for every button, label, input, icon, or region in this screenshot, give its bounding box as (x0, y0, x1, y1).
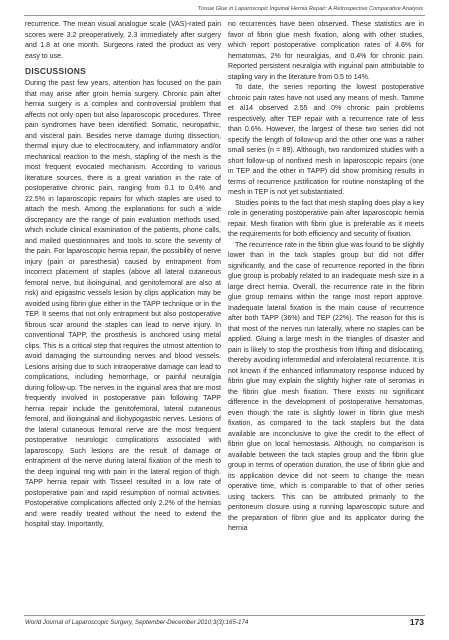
footer-journal-citation: World Journal of Laparoscopic Surgery, September-December 2010;3(3):165-174 (25, 619, 249, 626)
left-column (25, 20, 221, 608)
footer-rule (24, 615, 425, 616)
body-paragraph: The recurrence rate in the fibrin glue was found to be slightly lower than in the tack staples group but did not differ significantly, and the case of recurrence reported in the fibrin glue group is probably related to an inadequate mesh size in a large direct hernia. Overall, the recurrence rate in the fibrin glue group remains within the range most report approve. Inadequate lateral fixation is the main cause of recurrence after both TAPP (36%) and TEP (22%). The reason for this is that most of the nerves run laterally, where no staples can be applied. Gluing a large mesh in the triangles of disaster and pain is likely to stop the prosthesis from lifting and dislocating, thereby avoiding inferomedial and inferolateral recurrence. It is not known if the enhanced inflammatory response induced by fibrin glue may explain the slightly higher rate of seromas in the fibrin glue mesh fixation. There exists no significant difference in the development of postoperative hematomas, even though the rate is slightly lower in fibrin glue mesh fixation, as compared to the tack staplers but the data available are inconclusive to give the credit to the effect of fibrin glue on local hemostasis. Although, no comparison is available between the tack staples group and the fibrin glue group in terms of operation duration, the use of fibrin glue and its application device did not seem to change the mean operative time, which is comparable to that of other series using tackers. This can be attributed primarily to the peritoneum closure using a running laparoscopic suture and the preparation of fibrin glue and its applicator during the hernia (228, 241, 424, 532)
page-number: 173 (409, 617, 424, 627)
section-heading-discussions: DISCUSSIONS (25, 66, 87, 76)
body-paragraph: Studies points to the fact that mesh stapling does play a key role in generating postoperative pain after laparoscopic hernia repair. Mesh fixation with fibrin glue is preferable as it meets the requirements for both efficiency and security of fixation. (228, 199, 424, 238)
intro-paragraph: recurrence. The mean visual analogue scale (VAS)-rated pain scores were 3.2 preoperatively, 2.3 immediately after surgery and 1.8 at one month. Surgeons rated the product as very easy to use. (25, 21, 221, 60)
running-title: Tissue Glue in Laparoscopic Inguinal Hernia Repair: A Retrospective Comparative Analysis (197, 6, 423, 12)
header-rule (24, 15, 425, 16)
body-paragraph: no recurrences have been observed. These statistics are in favor of fibrin glue mesh fixation, along with other studies, which report postoperative complication rates of 4.6% for hematomas, 2% for neuralgias, and 0.4% for chronic pain. Reported persistent neuralgia with inguinal pain attributable to stapling vary in the literature from 0.5 to 14%. (228, 21, 424, 81)
discussion-paragraph: During the past few years, attention has focused on the pain that may arise after groin hernia surgery. Chronic pain after hernia surgery is a complex and controversial problem that affects not only open but also laparoscopic procedures. Three pain syndromes have been identified: Somatic, neuropathic, and visceral pain. Besides nerve damage during dissection, thermal injury due to electrocautery, and inflammatory and/or mechanical reaction to the mesh, stapling of the mesh is the most frequent evocated mechanism. According to various literature sources, there is a great variation in the rate of postoperative chronic pain, ranging from 0.1 to 0.4% and 22.5% in laparoscopic repairs for which staples are used to attach the mesh. Among the explanations for such a wide discrepancy are the range of pain evaluation methods used, which include clinical examination of the patients, phone calls, and mailed questionnaires and tools to score the severity of the pain. For laparoscopic hernia repair, the possibility of nerve injury (pain or paresthesia) caused by entrapment from incorrect placement of staples (above all lateral cutaneous femoral nerve, but ilioinguinal, and genitofemoral are also at risk) and epigastric vessels lesion by clips application may be avoided using fibrin glue either in the TAPP technique or in the TEP. It seems that not only entrapment but also postoperative fibrous scar around the staples can lead to nerve injury. In conventional TAPP, the prosthesis is anchored using metal clips. This is a critical step that requires the utmost attention to avoid damaging the surrounding nerves and blood vessels. Lesions arising due to such intraoperative damage can lead to complications, including hemorrhage, or painful neuralgia during follow-up. The nerves in the inguinal area that are most frequently involved in postoperative pain following TAPP hernia repair include the genitofemoral, lateral cutaneous femoral, and ilioinguinal and iliohypogastric nerves. Lesions of the lateral cutaneous femoral nerve are the most frequent postoperative neurologic complications associated with laparoscopy. Such lesions are the result of damage or entrapment of the nerve during lateral fixation of the mesh to the deep inguinal ring with pain in the lateral region of thigh. TAPP hernia repair with Tisseel resulted in a low rate of postoperative pain and rapid resumption of normal activities. Postoperative complications affected only 2.2% of the hernias and were readily treated without the need to extend the hospital stay. Importantly, (25, 80, 221, 528)
body-paragraph: To date, the series reporting the lowest postoperative chronic pain rates have not used any means of mesh. Tamme et al14 observed 2.55 and 0% chronic pain problems respectively, after TEP repair with a recurrence rate of less than 0.6%. However, the largest of these two series did not specify the length of follow-up and the other one was a rather small series (n = 89). Although, two randomized studies with a short follow-up of nonfixed mesh in laparoscopic repairs (one in TEP and the other in TAPP) did show promising results in terms of recurrence justification for routine nonstapling of the mesh in TEP is not yet substantiated. (228, 84, 424, 196)
right-column (228, 20, 424, 608)
